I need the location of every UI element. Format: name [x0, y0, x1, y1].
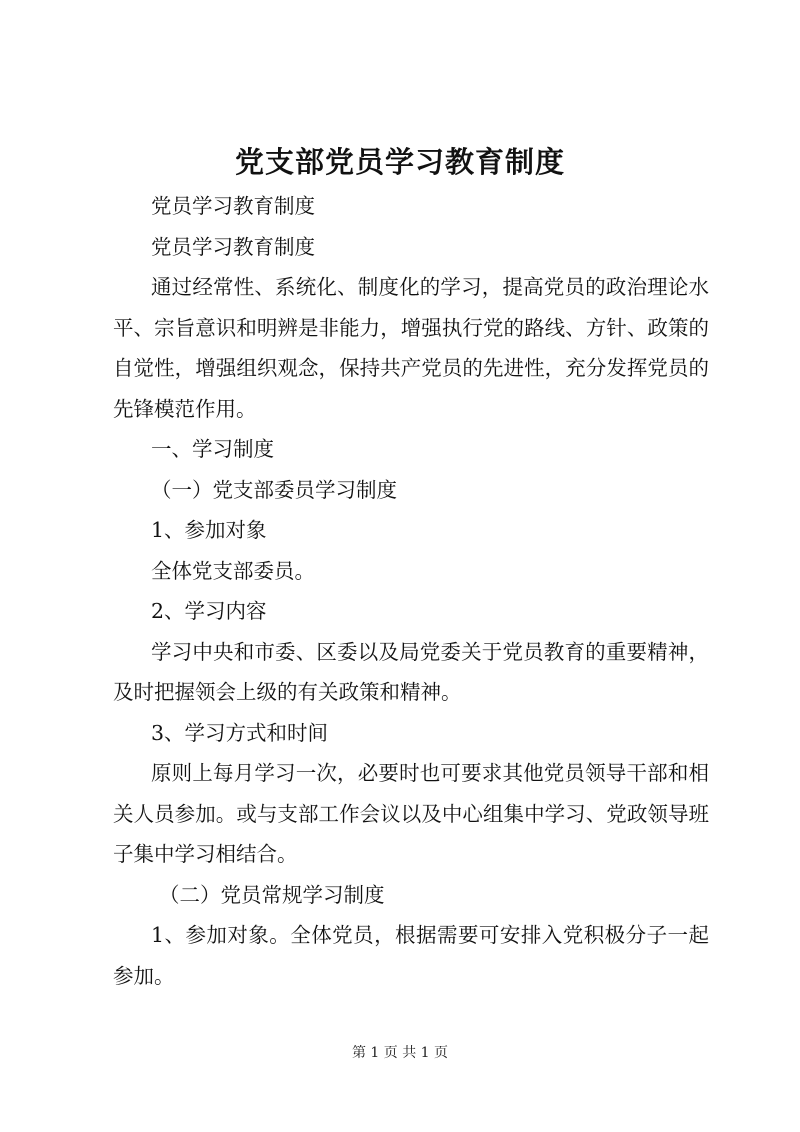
- paragraph: 党员学习教育制度: [151, 194, 315, 218]
- subsection-heading: （一）党支部委员学习制度: [151, 477, 397, 502]
- document-title: 党支部党员学习教育制度: [234, 145, 565, 179]
- paragraph: 原则上每月学习一次，必要时也可要求其他党员领导干部和相关人员参加。或与支部工作会议以及中心组集中学习、党政领导班子集中学习相结合。: [113, 761, 709, 866]
- paragraph: 党员学习教育制度: [151, 234, 315, 259]
- item-heading: 3、学习方式和时间: [151, 720, 329, 745]
- paragraph: 学习中央和市委、区委以及局党委关于党员教育的重要精神，及时把握领会上级的有关政策和精神。: [113, 639, 709, 704]
- document-body: [113, 186, 709, 996]
- item-heading: 2、学习内容: [151, 599, 267, 623]
- subsection-heading: （二）党员常规学习制度: [159, 882, 385, 907]
- item-heading: 1、参加对象: [151, 518, 267, 542]
- paragraph: 1、参加对象。全体党员，根据需要可安排入党积极分子一起参加。: [113, 923, 709, 988]
- section-heading: 一、学习制度: [151, 437, 274, 461]
- page-footer: 第 1 页 共 1 页: [351, 1045, 449, 1061]
- paragraph: 通过经常性、系统化、制度化的学习，提高党员的政治理论水平、宗旨意识和明辨是非能力，增强执行党的路线、方针、政策的自觉性，增强组织观念，保持共产党员的先进性，充分发挥党员的先锋模范作用。: [113, 275, 709, 421]
- paragraph: 全体党支部委员。: [151, 558, 315, 583]
